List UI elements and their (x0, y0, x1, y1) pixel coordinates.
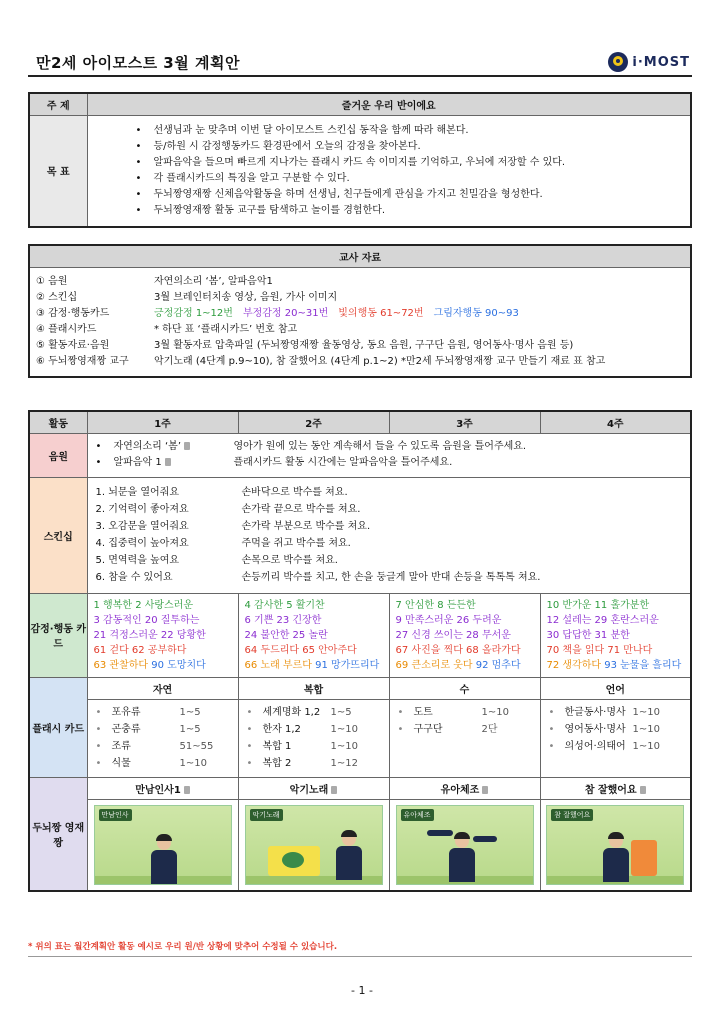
goal-item: • 두뇌짱영재짱 신체음악활동을 하며 선생님, 친구들에게 관심을 가지고 친밀감을 형성한다. (154, 187, 681, 203)
brain-label: 두뇌짱 영재짱 (29, 777, 87, 891)
bullet: • (246, 757, 253, 769)
teacher-row (36, 306, 686, 322)
flash-range: 51~55 (179, 740, 214, 752)
video-tag: 만남인사 (99, 809, 132, 821)
video-thumbnail[interactable] (245, 805, 383, 885)
flash-range: 1~12 (330, 757, 358, 769)
theme-label: 주 제 (29, 93, 87, 115)
teacher-row-value: 3월 활동자료 압축파일 (두뇌짱영재짱 율동영상, 동요 음원, 구구단 음원, 영어동사·명사 음원 등) (154, 339, 574, 351)
flash-item (247, 721, 381, 738)
teacher-rows (29, 267, 691, 377)
video-thumb-cell-4 (540, 799, 691, 891)
video-thumb-cell-2 (238, 799, 389, 891)
flash-name: 의성어·의태어 (564, 740, 626, 752)
teacher-title: 교사 자료 (29, 245, 691, 267)
skinship-item (96, 484, 683, 501)
mixed-emotions: 9 만족스러운 26 두려운 (395, 614, 502, 626)
skinship-cell (87, 477, 691, 593)
bullet: • (246, 740, 253, 752)
positive-emotions: 7 안심한 8 든든한 (395, 599, 476, 611)
video-thumb-cell-3 (389, 799, 540, 891)
video-thumbnail[interactable] (546, 805, 684, 885)
shadow-action: 91 망가뜨리다 (315, 659, 380, 671)
video-tag: 악기노래 (250, 809, 283, 821)
week-1-header: 1주 (87, 411, 238, 433)
flash-range: 1~5 (179, 723, 201, 735)
video-thumbnail[interactable] (396, 805, 534, 885)
theme-goals-table (28, 92, 692, 228)
audio-file-icon (184, 786, 190, 794)
flash-name: 포유류 (111, 706, 141, 718)
light-action: 63 관찰하다 (93, 659, 149, 671)
flash-col-complex (238, 699, 389, 777)
action-line (396, 658, 534, 673)
light-actions: 67 사진을 찍다 68 올라가다 (395, 644, 521, 656)
goal-item: • 선생님과 눈 맞추며 이번 달 아이모스트 스킨십 동작을 함께 따라 해본다. (154, 123, 681, 139)
teacher-row-key: ④ 플래시카드 (36, 323, 97, 335)
teacher-materials-table (28, 244, 692, 378)
bullet: • (548, 723, 555, 735)
flash-range: 1~10 (330, 740, 358, 752)
music-label: 음원 (29, 433, 87, 477)
skinship-desc: 손등끼리 박수를 치고, 한 손을 둥글게 말아 반대 손등을 톡톡톡 쳐요. (241, 572, 541, 583)
skinship-desc: 주먹을 쥐고 박수를 쳐요. (241, 538, 351, 549)
negative-emotions: 21 걱정스러운 22 당황한 (93, 629, 206, 641)
flash-name: 곤충류 (111, 723, 141, 735)
brain-header-3: 유아체조 (389, 777, 540, 799)
flash-header-language: 언어 (540, 677, 691, 699)
emotion-week-4 (540, 593, 691, 677)
skinship-desc: 손가락 끝으로 박수를 쳐요. (241, 504, 361, 515)
light-actions: 61 걷다 62 공부하다 (93, 644, 187, 656)
flash-col-nature (87, 699, 238, 777)
mixed-emotions: 3 감동적인 20 질투하는 (93, 614, 200, 626)
bullet: • (548, 706, 555, 718)
emotion-label: 감정·행동 카드 (29, 593, 87, 677)
bullet: • (95, 706, 102, 718)
audio-file-icon (331, 786, 337, 794)
week-3-header: 3주 (389, 411, 540, 433)
audio-file-icon (184, 442, 190, 450)
brain-header-1: 만남인사1 (87, 777, 238, 799)
light-actions: 64 두드리다 65 안아주다 (244, 644, 357, 656)
action-line (245, 658, 383, 673)
goal-item: • 알파음악을 들으며 빠르게 지나가는 플래시 카드 속 이미지를 기억하고, 우뇌에 저장할 수 있다. (154, 155, 681, 171)
light-action: 66 노래 부르다 (244, 659, 312, 671)
audio-file-icon (640, 786, 646, 794)
emotion-week-3 (389, 593, 540, 677)
bullet: • (397, 723, 404, 735)
imost-logo-icon (608, 52, 628, 72)
teacher-row (36, 274, 686, 290)
skinship-item (96, 501, 683, 518)
flash-item (96, 721, 230, 738)
teacher-row-value: * 하단 표 ‘플래시카드’ 번호 참고 (154, 323, 298, 335)
bullet: • (95, 723, 102, 735)
flash-name: 식물 (111, 757, 131, 769)
music-name (114, 455, 234, 471)
flash-range: 1~10 (632, 706, 660, 718)
skinship-item (96, 518, 683, 535)
bullet: • (95, 457, 102, 468)
music-item (96, 439, 683, 455)
flash-header-nature: 자연 (87, 677, 238, 699)
video-thumb-cell-1 (87, 799, 238, 891)
bullet: • (397, 706, 404, 718)
footer-divider (28, 956, 692, 957)
positive-emotions: 4 감사한 5 활기찬 (244, 599, 325, 611)
logo (608, 52, 690, 72)
music-item (96, 455, 683, 471)
footnote: * 위의 표는 월간계획안 활동 예시로 우리 원/반 상황에 맞추어 수정될 수 있습니다. (28, 942, 338, 952)
skinship-desc: 손가락 부분으로 박수를 쳐요. (241, 521, 371, 532)
emotion-week-1 (87, 593, 238, 677)
flash-range: 1~5 (330, 706, 352, 718)
music-desc: 플래시카드 활동 시간에는 알파음악을 틀어주세요. (233, 457, 453, 468)
week-2-header: 2주 (238, 411, 389, 433)
music-name-text: 알파음악 1 (113, 457, 162, 468)
teacher-row (36, 290, 686, 306)
goal-item: • 등/하원 시 감정행동카드 환경판에서 오늘의 감정을 찾아본다. (154, 139, 681, 155)
theme-value: 즐거운 우리 반이에요 (87, 93, 691, 115)
logo-text: i·MOST (632, 54, 690, 70)
goals-list (88, 117, 691, 225)
skinship-name: 4. 집중력이 높아져요 (95, 538, 189, 549)
card-range-act: 빛의행동 61~72번 (338, 307, 424, 319)
skinship-desc: 손목으로 박수를 쳐요. (241, 555, 338, 566)
flash-name: 한자 1,2 (262, 723, 301, 735)
flash-item (247, 755, 381, 772)
skinship-name: 1. 뇌문을 열어줘요 (95, 487, 180, 498)
action-line (547, 658, 685, 673)
negative-emotions: 24 불안한 25 놀란 (244, 629, 328, 641)
activity-header: 활동 (29, 411, 87, 433)
brain-header-4: 참 잘했어요 (540, 777, 691, 799)
mixed-emotions: 6 기쁜 23 긴장한 (244, 614, 322, 626)
flash-range: 1~10 (330, 723, 358, 735)
audio-file-icon (165, 458, 171, 466)
flash-item (96, 738, 230, 755)
skinship-name: 5. 면역력을 높여요 (95, 555, 180, 566)
bullet: • (548, 740, 555, 752)
teacher-row-value: 자연의소리 ‘봄’, 알파음악1 (154, 275, 273, 287)
flash-item (247, 738, 381, 755)
flash-range: 2단 (481, 723, 498, 735)
skinship-item (96, 552, 683, 569)
teacher-row-key: ⑤ 활동자료·음원 (36, 339, 110, 351)
bullet: • (95, 740, 102, 752)
flash-label: 플래시 카드 (29, 677, 87, 777)
positive-emotions: 1 행복한 2 사랑스러운 (93, 599, 194, 611)
flash-name: 도트 (413, 706, 433, 718)
teacher-row-value: 3월 브레인터치송 영상, 음원, 가사 이미지 (154, 291, 338, 303)
page-title: 만2세 아이모스트 3월 계획안 (36, 54, 240, 72)
skinship-name: 3. 오감문을 열어줘요 (95, 521, 189, 532)
flash-item (549, 721, 683, 738)
brain-header-2: 악기노래 (238, 777, 389, 799)
teacher-row-key: ⑥ 두뇌짱영재짱 교구 (36, 355, 129, 367)
music-name (114, 439, 234, 455)
teacher-row (36, 322, 686, 338)
shadow-action: 90 도망치다 (151, 659, 206, 671)
light-actions: 70 책을 읽다 71 만나다 (546, 644, 653, 656)
music-desc: 영아가 원에 있는 동안 계속해서 들을 수 있도록 음원을 틀어주세요. (233, 441, 527, 452)
teacher-row-value (154, 306, 529, 322)
flash-range: 1~10 (481, 706, 509, 718)
flash-name: 한글동사·명사 (564, 706, 626, 718)
flash-item (96, 704, 230, 721)
mixed-emotions: 12 설레는 29 혼란스러운 (546, 614, 659, 626)
flash-name: 복합 2 (262, 757, 292, 769)
flash-item (247, 704, 381, 721)
music-cell (87, 433, 691, 477)
positive-emotions: 10 반가운 11 홀가분한 (546, 599, 650, 611)
goals-label: 목 표 (29, 115, 87, 227)
bullet: • (95, 757, 102, 769)
flash-item (398, 704, 532, 721)
audio-file-icon (482, 786, 488, 794)
flash-range: 1~5 (179, 706, 201, 718)
action-line (94, 658, 232, 673)
light-action: 72 생각하다 (546, 659, 602, 671)
skinship-desc: 손바닥으로 박수를 쳐요. (241, 487, 348, 498)
skinship-label: 스킨십 (29, 477, 87, 593)
teacher-row (36, 354, 686, 370)
skinship-item (96, 535, 683, 552)
skinship-item (96, 569, 683, 586)
flash-col-language (540, 699, 691, 777)
teacher-row-value: 악기노래 (4단계 p.9~10), 참 잘했어요 (4단계 p.1~2) *만2세 두뇌짱영재짱 교구 만들기 재료 표 참고 (154, 355, 606, 367)
flash-header-complex: 복합 (238, 677, 389, 699)
goal-item: • 각 플래시카드의 특징을 알고 구분할 수 있다. (154, 171, 681, 187)
bullet: • (246, 723, 253, 735)
shadow-action: 92 멈추다 (475, 659, 521, 671)
video-thumbnail[interactable] (94, 805, 232, 885)
flash-item (549, 704, 683, 721)
skinship-name: 2. 기억력이 좋아져요 (95, 504, 189, 515)
teacher-row (36, 338, 686, 354)
flash-range: 1~10 (632, 723, 660, 735)
flash-col-number (389, 699, 540, 777)
card-range-neg: 부정감정 20~31번 (242, 307, 329, 319)
card-range-pic: 그림자행동 90~93 (433, 307, 519, 319)
goals-cell (87, 115, 691, 227)
flash-range: 1~10 (179, 757, 207, 769)
flash-name: 영어동사·명사 (564, 723, 626, 735)
flash-name: 세계명화 1,2 (262, 706, 321, 718)
weekly-plan-table (28, 410, 692, 892)
flash-header-number: 수 (389, 677, 540, 699)
light-action: 69 큰소리로 웃다 (395, 659, 473, 671)
flash-range: 1~10 (632, 740, 660, 752)
page-number: - 1 - (351, 984, 373, 997)
flash-item (96, 755, 230, 772)
negative-emotions: 27 신경 쓰이는 28 무서운 (395, 629, 511, 641)
flash-item (549, 738, 683, 755)
flash-name: 구구단 (413, 723, 443, 735)
emotion-week-2 (238, 593, 389, 677)
flash-name: 조류 (111, 740, 131, 752)
video-tag: 참 잘했어요 (551, 809, 593, 821)
goal-item: • 두뇌짱영재짱 활동 교구를 탐색하고 놀이를 경험한다. (154, 203, 681, 219)
card-range-pos: 긍정감정 1~12번 (154, 307, 233, 319)
teacher-row-key: ① 음원 (36, 275, 68, 287)
teacher-row-key: ③ 감정·행동카드 (36, 307, 110, 319)
bullet: • (246, 706, 253, 718)
skinship-name: 6. 참을 수 있어요 (95, 572, 173, 583)
flash-item (398, 721, 532, 738)
music-name-text: 자연의소리 ‘봄’ (113, 441, 181, 452)
negative-emotions: 30 답답한 31 분한 (546, 629, 630, 641)
video-tag: 유아체조 (401, 809, 434, 821)
teacher-row-key: ② 스킨십 (36, 291, 78, 303)
week-4-header: 4주 (540, 411, 691, 433)
page-header (28, 50, 692, 76)
shadow-action: 93 눈물을 흘리다 (604, 659, 682, 671)
flash-name: 복합 1 (262, 740, 292, 752)
title-divider (28, 75, 692, 77)
bullet: • (95, 441, 102, 452)
